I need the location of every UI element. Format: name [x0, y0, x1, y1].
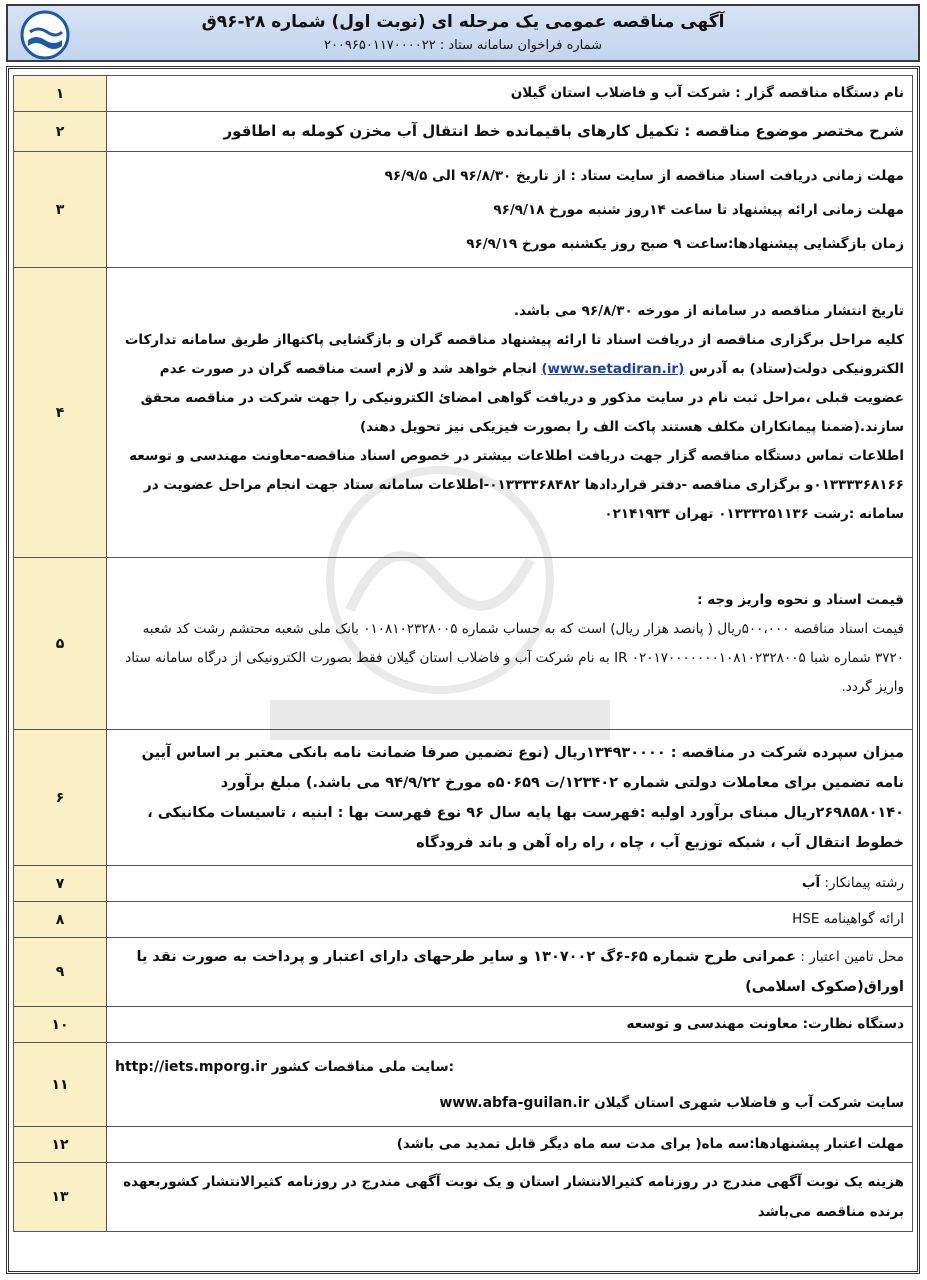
procedure-text	[115, 326, 904, 442]
row-number: ۳	[14, 152, 107, 268]
notice-title: آگهی مناقصه عمومی یک مرحله ای (نوبت اول) شماره ۲۸-۹۶ق	[201, 12, 725, 32]
row-content	[107, 938, 913, 1007]
table-row	[14, 152, 913, 268]
row-content	[107, 1127, 913, 1163]
table-row	[14, 268, 913, 558]
procedure-text-b: انجام خواهد شد و لازم است مناقصه گران در صورت عدم عضویت قبلی ،مراحل ثبت نام در سایت مذکور و دریافت گواهی امضائ الکترونیکی را جهت شرکت در مناقصه محقق سازند.(ضمنا پیمانکاران مکلف هستند پاکت الف را بصورت فیزیکی نیز تحویل دهند)	[140, 360, 904, 435]
table-row	[14, 938, 913, 1007]
row-value: آب	[801, 875, 821, 891]
row-content	[107, 866, 913, 902]
row-text: هزینه یک نوبت آگهی مندرج در روزنامه کثیرالانتشار استان و یک نوبت آگهی مندرج در روزنامه کثیرالانتشار کشوربعهده برنده مناقصه می‌باشد	[123, 1174, 904, 1220]
row-number: ۶	[14, 730, 107, 866]
row-text: مهلت اعتبار پیشنهادها:سه ماه( برای مدت سه ماه دیگر قابل تمدید می باشد)	[396, 1136, 904, 1152]
procedure-text-a: کلیه مراحل برگزاری مناقصه از دریافت اسناد تا ارائه پیشنهاد مناقصه گران و بازگشایی پاکتهااز طریق سامانه تدارکات الکترونیکی دولت(ستاد) به آدرس	[124, 331, 904, 377]
table-row	[14, 1007, 913, 1043]
table-row	[14, 902, 913, 938]
row-line: مهلت زمانی دریافت اسناد مناقصه از سایت ستاد : از تاریخ ۹۶/۸/۳۰ الی ۹۶/۹/۵	[384, 167, 904, 184]
table-row	[14, 1163, 913, 1232]
row-content	[107, 1043, 913, 1127]
row-number: ۴	[14, 268, 107, 558]
row-number: ۱	[14, 76, 107, 112]
row-number: ۷	[14, 866, 107, 902]
row-text: ارائه گواهینامه HSE	[792, 911, 904, 927]
table-row	[14, 1127, 913, 1163]
row-content	[107, 1163, 913, 1232]
row-line: زمان بازگشایی پیشنهادها:ساعت ۹ صبح روز یکشنبه مورخ ۹۶/۹/۱۹	[466, 235, 904, 252]
row-text: میزان سپرده شرکت در مناقصه : ۱۳۴۹۳۰۰۰۰ریال (نوع تضمین صرفا ضمانت نامه بانکی معتبر بر اساس آیین نامه تضمین برای معاملات دولتی شماره ۱۲۳۴۰۲/ت ۵۰۶۵۹ه مورخ ۹۴/۹/۲۲ می باشد.) مبلغ برآورد ۲۶۹۸۵۸۰۱۴۰ریال مبنای برآورد اولیه :فهرست بها پایه سال ۹۶ نوع فهرست بها : ابنیه ، تاسیسات مکانیکی ، خطوط انتقال آب ، شبکه توزیع آب ، چاه ، راه راه آهن و باند فرودگاه	[141, 744, 904, 851]
row-number: ۸	[14, 902, 107, 938]
row-content	[107, 76, 913, 112]
row-content	[107, 268, 913, 558]
table-row	[14, 112, 913, 152]
notice-header	[6, 4, 920, 62]
publish-date-text: تاریخ انتشار مناقصه در سامانه از مورخه ۹۶/۸/۳۰ می باشد.	[513, 302, 904, 319]
row-content	[107, 112, 913, 152]
abfa-link[interactable]: www.abfa-guilan.ir	[439, 1094, 590, 1111]
setadiran-link[interactable]: (www.setadiran.ir)	[541, 360, 685, 377]
table-row	[14, 866, 913, 902]
company-site-label: سایت شرکت آب و فاضلاب شهری استان گیلان	[594, 1094, 904, 1111]
row-content	[107, 1007, 913, 1043]
row-number: ۹	[14, 938, 107, 1007]
row-number: ۵	[14, 558, 107, 730]
row-label: محل تامین اعتبار :	[800, 949, 904, 965]
table-row	[14, 76, 913, 112]
company-site-line	[115, 1085, 904, 1121]
notice-table	[13, 75, 913, 1232]
row-content	[107, 730, 913, 866]
iets-label: :سایت ملی مناقصات کشور	[271, 1058, 454, 1075]
row-number: ۱۱	[14, 1043, 107, 1127]
row-content	[107, 152, 913, 268]
national-tender-site-line	[115, 1049, 904, 1085]
payment-heading: قیمت اسناد و نحوه واریز وجه :	[697, 591, 904, 608]
row-content	[107, 902, 913, 938]
payment-body: قیمت اسناد مناقصه ۵۰۰،۰۰۰ریال ( پانصد هزار ریال) است که به حساب شماره ۰۱۰۸۱۰۲۳۲۸۰۰۵ بانک ملی شعبه محتشم رشت کد شعبه ۳۷۲۰ شماره شبا IR ۰۲۰۱۷۰۰۰۰۰۰۰۱۰۸۱۰۲۳۲۸۰۰۵ به نام شرکت آب و فاضلاب استان گیلان فقط بصورت الکترونیکی از درگاه سامانه ستاد واریز گردد.	[125, 620, 904, 695]
table-row	[14, 558, 913, 730]
iets-link[interactable]: http://iets.mporg.ir	[115, 1058, 268, 1075]
row-number: ۱۲	[14, 1127, 107, 1163]
row-value: عمرانی طرح شماره ۶۵-۶گ ۱۳۰۷۰۰۲ و سایر طرحهای دارای اعتبار و پرداخت به صورت نقد یا اوراق(صکوک اسلامی)	[136, 949, 904, 995]
row-text: دستگاه نظارت: معاونت مهندسی و توسعه	[626, 1016, 904, 1032]
row-text: شرح مختصر موضوع مناقصه : تکمیل کارهای باقیمانده خط انتقال آب مخزن کومله به اطاقور	[223, 122, 904, 140]
table-row	[14, 1043, 913, 1127]
notice-subtitle: شماره فراخوان سامانه ستاد : ۲۰۰۹۶۵۰۱۱۷۰۰۰۰۲۲	[323, 38, 603, 53]
row-number: ۱۳	[14, 1163, 107, 1232]
notice-table-frame	[6, 66, 920, 1274]
row-content	[107, 558, 913, 730]
row-number: ۲	[14, 112, 107, 152]
row-number: ۱۰	[14, 1007, 107, 1043]
row-label: رشته پیمانکار:	[824, 875, 904, 891]
row-text: نام دستگاه مناقصه گزار : شرکت آب و فاضلاب استان گیلان	[510, 85, 904, 101]
row-line: مهلت زمانی ارائه پیشنهاد تا ساعت ۱۴روز شنبه مورخ ۹۶/۹/۱۸	[493, 201, 904, 218]
contact-info-text: اطلاعات تماس دستگاه مناقصه گزار جهت دریافت اطلاعات بیشتر در خصوص اسناد مناقصه-معاونت مهندسی و توسعه ۰۱۳۳۳۳۶۸۱۶۶و برگزاری مناقصه -دفتر قراردادها ۰۱۳۳۳۳۶۸۴۸۲-اطلاعات سامانه ستاد جهت انجام مراحل عضویت در سامانه :رشت ۰۱۳۳۳۲۵۱۱۳۶ تهران ۰۲۱۴۱۹۳۴	[129, 447, 904, 522]
table-row	[14, 730, 913, 866]
